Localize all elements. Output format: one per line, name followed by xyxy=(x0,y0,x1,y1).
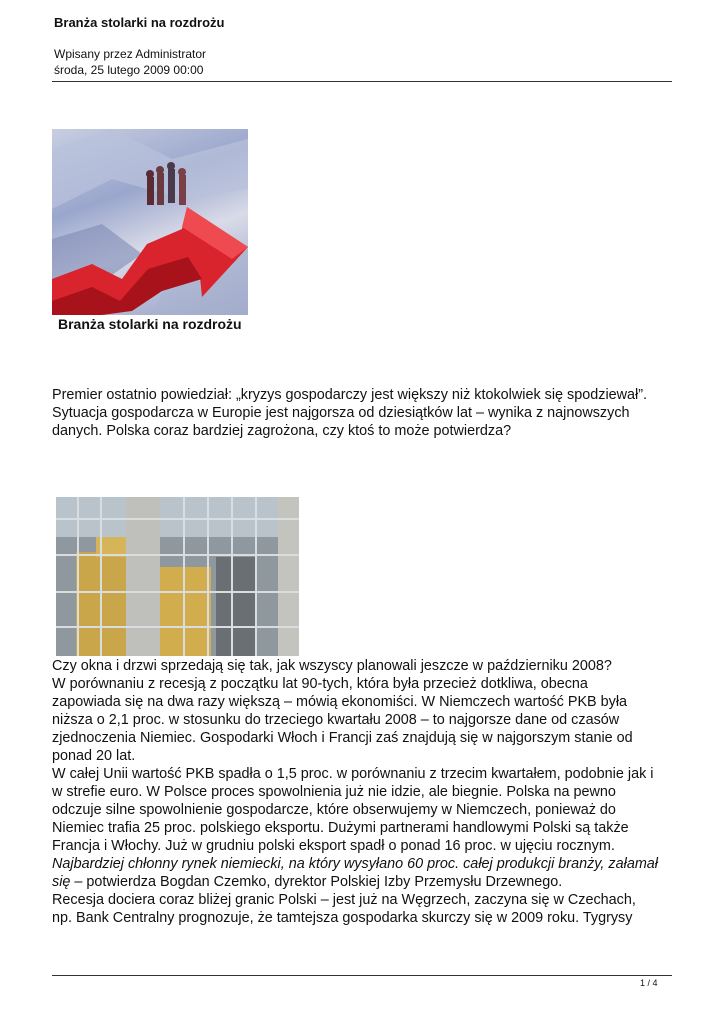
body-line: Francja i Włochy. Już w grudniu polski eksport spadł o ponad 16 proc. w ujęciu rocznym. xyxy=(52,838,615,854)
quote-text-end: się xyxy=(52,874,71,890)
author-line: Wpisany przez Administrator xyxy=(54,47,207,61)
image-caption: Branża stolarki na rozdrożu xyxy=(58,316,242,332)
body-line: np. Bank Centralny prognozuje, że tamtejsza gospodarka skurczy się w 2009 roku. Tygrysy xyxy=(52,910,633,926)
quote-attribution: – potwierdza Bogdan Czemko, dyrektor Polskiej Izby Przemysłu Drzewnego. xyxy=(70,874,563,890)
body-line: Niemiec trafia 25 proc. polskiego eksportu. Dużymi partnerami handlowymi Polski są także xyxy=(52,820,629,836)
body-line: W porównaniu z recesją z początku lat 90-tych, która była przecież dotkliwa, obecna xyxy=(52,676,588,692)
glass-facade-image xyxy=(56,497,299,656)
body-line: zapowiada się na dwa razy większą – mówią ekonomiści. W Niemczech wartość PKB była xyxy=(52,694,628,710)
intro-paragraph xyxy=(52,386,677,440)
body-line: odczuje silne spowolnienie gospodarcze, które obserwujemy w Niemczech, ponieważ do xyxy=(52,802,616,818)
document-meta xyxy=(54,46,206,78)
body-line: w strefie euro. W Polsce proces spowolnienia już nie idzie, ale biegnie. Polska na pewno xyxy=(52,784,616,800)
article-body xyxy=(52,657,677,927)
intro-line: Sytuacja gospodarcza w Europie jest najgorsza od dziesiątków lat – wynika z najnowszych xyxy=(52,405,630,421)
intro-line: Premier ostatnio powiedział: „kryzys gospodarczy jest większy niż ktokolwiek się spodziewał”. xyxy=(52,387,648,403)
body-line: ponad 20 lat. xyxy=(52,748,136,764)
page-number: 1 / 4 xyxy=(640,978,658,988)
quote-attribution-line xyxy=(52,873,677,891)
intro-line: danych. Polska coraz bardziej zagrożona, czy ktoś to może potwierdza? xyxy=(52,423,512,439)
quote-line xyxy=(52,855,677,873)
body-line: zjednoczenia Niemiec. Gospodarki Włoch i Francji zaś znajdują się w najgorszym stanie od xyxy=(52,730,633,746)
document-title: Branża stolarki na rozdrożu xyxy=(54,15,225,30)
date-line: środa, 25 lutego 2009 00:00 xyxy=(54,63,204,77)
quote-text: Najbardziej chłonny rynek niemiecki, na który wysyłano 60 proc. całej produkcji branży, załamał xyxy=(52,856,659,872)
arrow-illustration-image xyxy=(52,129,248,315)
body-line: Czy okna i drzwi sprzedają się tak, jak wszyscy planowali jeszcze w październiku 2008? xyxy=(52,658,612,674)
body-line: W całej Unii wartość PKB spadła o 1,5 proc. w porównaniu z trzecim kwartałem, podobnie jak i xyxy=(52,766,654,782)
body-line: niższa o 2,1 proc. w stosunku do trzeciego kwartału 2008 – to najgorsze dane od czasów xyxy=(52,712,620,728)
header-divider xyxy=(52,81,672,82)
footer-divider xyxy=(52,975,672,976)
body-line: Recesja dociera coraz bliżej granic Polski – jest już na Węgrzech, zaczyna się w Czechach, xyxy=(52,892,636,908)
